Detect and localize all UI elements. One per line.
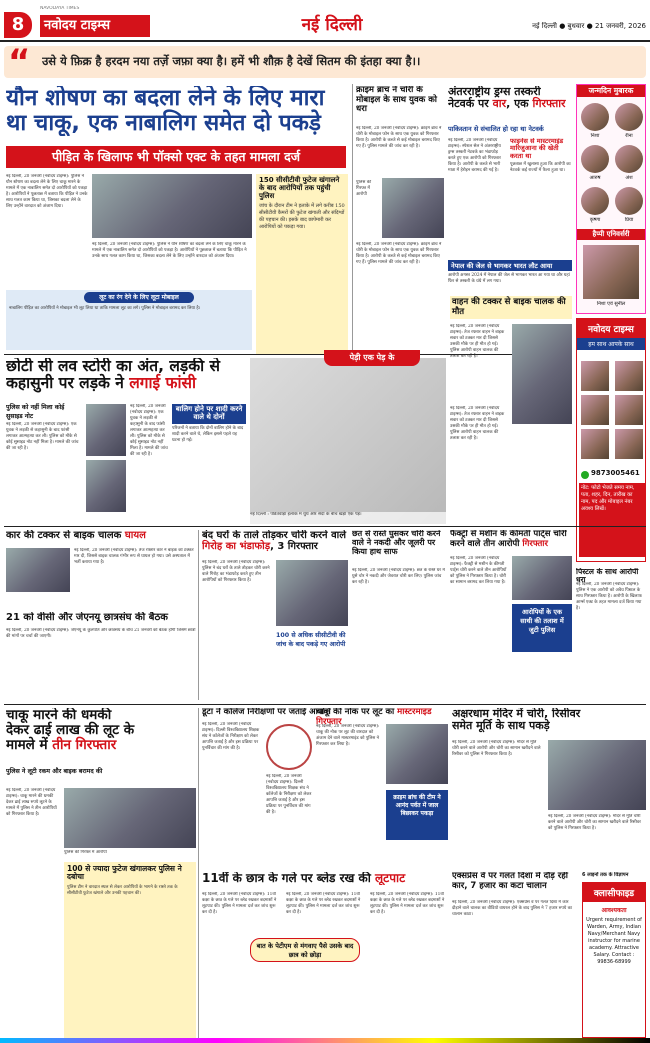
knife-loot-line3 xyxy=(6,738,196,753)
edition-title: नई दिल्ली xyxy=(301,15,363,35)
bottom-color-bar xyxy=(0,1038,650,1043)
mastermind-photo xyxy=(386,724,448,784)
accident1-photo xyxy=(512,324,572,424)
drugs-headline-b: वार xyxy=(492,97,507,111)
college-seal xyxy=(266,724,312,770)
locked-house-headline xyxy=(202,530,348,552)
locked-house-headline-c: , 3 गिरफ्तार xyxy=(270,541,318,553)
birthday-name-5: कृष्णा xyxy=(589,217,601,223)
car-bike-photo xyxy=(6,548,70,592)
student-body-3: नई दिल्ली, 20 जनवरी (नवोदय टाइम्स): 11वीं कक्षा के छात्र के गले पर ब्लेड रखकर बदमाशों ने लूटपाट की। पुलिस ने मामला दर्ज कर जांच शुरू कर दी है। xyxy=(370,892,445,915)
navodaya-ad-photo-2 xyxy=(615,361,643,391)
lead-headline xyxy=(6,86,351,136)
navodaya-ad-line: हम साथ आपके साथ xyxy=(577,338,645,350)
mastermind-headline-a: चाकू की नोक पर लूट का xyxy=(316,708,398,717)
knife-loot-line3-b: तीन गिरफ्तार xyxy=(52,737,117,754)
loot-box xyxy=(6,290,252,350)
classified-body: Urgent requirement of Warden, Army, Indian Navy/Merchant Navy instructor for marine academy. Attractive Salary. Contact : 99836-68999 xyxy=(586,917,642,965)
crime-branch-caption: पुलिस की गिरफ्त में आरोपी xyxy=(356,180,372,197)
factory-photo xyxy=(512,556,572,600)
accident1-headline: वाहन की टक्कर से बाइक चालक की मौत xyxy=(450,296,572,319)
loot-box-heading: लूट का रंग देने के लिए लूटा मोबाइल xyxy=(84,292,194,303)
love-story-body: नई दिल्ली, 20 जनवरी (नवोदय टाइम्स): एक युवक ने लड़की से कहासुनी के बाद फांसी लगाकर आत्महत्या कर ली। पुलिस को मौके से कोई सुसाइड नोट नहीं मिला है। मामले की जांच की जा रही है। xyxy=(6,422,79,451)
masthead xyxy=(0,0,650,42)
birthday-photo-1 xyxy=(581,103,609,131)
cctv-inset-body: जांच के दौरान टीम ने इलाके में लगे करीब 150 सीसीटीवी कैमरों की फुटेज खंगाली और संदिग्धों की पहचान की। इसके बाद छापेमारी कर आरोपियों को पकड़ा गया। xyxy=(259,203,345,231)
birthday-photo-5 xyxy=(581,187,609,215)
drugs-side-heading: फाइनेंस से मास्टरमाइंड मारिजुआना की खेती करता था xyxy=(510,138,564,160)
knife-loot-caption: पुलिस की गिरफ्त में आरोपी xyxy=(64,850,107,855)
birthday-name-2: रीना xyxy=(625,133,633,139)
factory-headline xyxy=(450,530,572,549)
anniversary-photo xyxy=(583,245,639,299)
love-story-box xyxy=(172,404,246,524)
lead-photo xyxy=(92,174,252,238)
classified-title: क्लासीफाइड xyxy=(583,883,645,902)
drugs-headline-c: , एक xyxy=(506,97,533,111)
student-headline xyxy=(202,872,448,885)
knife-loot-headline xyxy=(6,708,196,753)
anniversary-names: निशा एवं सुनील xyxy=(596,301,626,307)
student-callout: बात के पेटीएम से मंगवाए पैसे उसके बाद छात्र को छोड़ा xyxy=(250,938,360,962)
temple-photo xyxy=(548,740,646,810)
college-body-2: नई दिल्ली, 20 जनवरी (नवोदय टाइम्स): दिल्ली विश्वविद्यालय शिक्षक संघ ने कॉलेजों के निरीक्षण को लेकर आपत्ति जताई है और इस प्रक्रिया पर पुनर्विचार की मांग की है। xyxy=(266,774,312,815)
college-headline: डूटा ने कॉलेज निरीक्षणों पर जताई आपत्ति xyxy=(202,708,331,717)
rent-body: नई दिल्ली, 20 जनवरी (नवोदय टाइम्स): छत के रास्ते घर में घुसे चोर ने नकदी और जेवरात चोरी कर लिए। पुलिस जांच कर रही है। xyxy=(352,568,445,585)
drugs-headline xyxy=(448,86,568,111)
locked-house-photo xyxy=(276,560,348,626)
love-story-photo-2 xyxy=(86,460,126,512)
temple-headline-a: अक्षरधाम मंदिर में चोरी, रिसीवर xyxy=(452,708,581,720)
quote-banner xyxy=(4,46,646,78)
car-bike-headline-b: घायल xyxy=(124,530,146,541)
knife-loot-box-body: पुलिस टीम ने वारदात स्थल से लेकर आरोपियों के भागने के रास्ते तक के सीसीटीवी फुटेज खंगाले और उनकी पहचान की। xyxy=(67,884,178,896)
column-divider xyxy=(352,84,353,354)
rent-headline: छत से रास्ते घुसकर चोरी करने वाले ने नकदी और जूलरी पर किया हाथ साफ xyxy=(352,530,441,556)
birthday-name-1: निशा xyxy=(590,133,600,139)
navodaya-ad-photo-3 xyxy=(581,395,609,425)
factory-box: आरोपियों के एक साथी की तलाश में जुटी पुलिस xyxy=(512,604,572,652)
lead-body-col2: नई दिल्ली, 20 जनवरी (नवोदय टाइम्स): पुलिस ने यौन शोषण का बदला लेने के लिए चाकू मारने के मामले में एक नाबालिग समेत दो आरोपियों को पकड़ा है। आरोपियों ने पूछताछ में बताया कि पीड़ित ने उनके साथ गलत काम किया था, जिसका बदला लेने के लिए उन्होंने वारदात को अंजाम दिया। xyxy=(92,242,247,259)
mastermind-body: नई दिल्ली, 20 जनवरी (नवोदय टाइम्स): चाकू की नोक पर लूट की वारदात को अंजाम देने वाले मास्टरमाइंड को पुलिस ने गिरफ्तार कर लिया है। xyxy=(316,724,380,747)
mastermind-box: क्राइम ब्रांच की टीम ने आनंद पर्वत में जाल बिछाकर पकड़ा xyxy=(386,790,448,840)
quote-open-icon: “ xyxy=(8,46,31,78)
temple-headline xyxy=(452,708,646,733)
lead-strap: पीड़ित के खिलाफ भी पॉक्सो एक्ट के तहत मामला दर्ज xyxy=(6,146,346,168)
jnu-headline: 21 को वीसी और जेएनयू छात्रसंघ की बैठक xyxy=(6,612,168,623)
navodaya-ad-photo-4 xyxy=(615,395,643,425)
locked-house-sub: 100 से अधिक सीसीटीवी की जांच के बाद पकड़े गए आरोपी xyxy=(276,632,346,648)
accident1-body: नई दिल्ली, 20 जनवरी (नवोदय टाइम्स): तेज रफ्तार वाहन ने बाइक सवार को टक्कर मार दी जिससे उसकी मौके पर ही मौत हो गई। पुलिस आरोपी वाहन चालक की तलाश कर रही है। xyxy=(450,324,505,359)
factory-headline-b: गिरफ्तार xyxy=(522,538,548,549)
knife-loot-photo xyxy=(64,788,196,848)
cctv-inset xyxy=(256,174,348,354)
lead-headline-line2: था चाकू, एक नाबालिग समेत दो पकड़े xyxy=(6,110,321,137)
knife-loot-box xyxy=(64,862,196,1038)
birthday-photo-4 xyxy=(615,145,643,173)
brand-logo: नवोदय टाइम्स xyxy=(40,15,150,37)
cctv-inset-heading: 150 सीसीटीवी फुटेज खंगालने के बाद आरोपियों तक पहुंची पुलिस xyxy=(259,176,340,200)
student-body-2: नई दिल्ली, 20 जनवरी (नवोदय टाइम्स): 11वीं कक्षा के छात्र के गले पर ब्लेड रखकर बदमाशों ने लूटपाट की। पुलिस ने मामला दर्ज कर जांच शुरू कर दी है। xyxy=(286,892,361,915)
love-story-box-heading: बालिग होने पर शादी करने वाले थे दोनों xyxy=(172,404,246,424)
drugs-side-body: पूछताछ में खुलासा हुआ कि आरोपी का नेटवर्क कई राज्यों में फैला हुआ था। xyxy=(510,161,571,173)
section-rule-2 xyxy=(4,526,646,527)
navodaya-ad-brand: नवोदय टाइम्स xyxy=(577,319,645,338)
factory-body: नई दिल्ली, 20 जनवरी (नवोदय टाइम्स): फैक्ट्री से मशीन के कीमती पार्ट्स चोरी करने वाले तीन आरोपियों को पुलिस ने गिरफ्तार किया है। चोरी का सामान बरामद कर लिया गया है। xyxy=(450,556,507,585)
navodaya-ad-phone: 9873005461 xyxy=(591,469,640,477)
birthday-photo-2 xyxy=(615,103,643,131)
student-body: नई दिल्ली, 20 जनवरी (नवोदय टाइम्स): 11वीं कक्षा के छात्र के गले पर ब्लेड रखकर बदमाशों ने लूटपाट की। पुलिस ने मामला दर्ज कर जांच शुरू कर दी है। xyxy=(202,892,277,915)
love-story-line2-a: कहासुनी पर लड़के ने xyxy=(6,374,130,393)
pistol-body: नई दिल्ली, 20 जनवरी (नवोदय टाइम्स): पुलिस ने एक आरोपी को अवैध पिस्टल के साथ गिरफ्तार किया है। आरोपी के खिलाफ आर्म्स एक्ट के तहत मामला दर्ज किया गया है। xyxy=(576,582,642,611)
lead-headline-line1: यौन शोषण का बदला लेने के लिए मारा xyxy=(6,86,325,111)
column-divider-2 xyxy=(198,530,199,700)
classified-panel xyxy=(582,882,646,1038)
drugs-body: नई दिल्ली, 20 जनवरी (नवोदय टाइम्स): स्पेशल सेल ने अंतरराष्ट्रीय ड्रग्स तस्करी नेटवर्क का भंडाफोड़ करते हुए एक आरोपी को गिरफ्तार किया है। आरोपी के कब्जे से भारी मात्रा में हेरोइन बरामद की गई है। xyxy=(448,138,501,173)
crime-branch-photo xyxy=(382,178,444,238)
navodaya-ad-note: नोट: फोटो भेजते समय नाम, पता, शहर, दिन, तारीख का नाम, पद और मोबाइल नंबर अवश्य लिखें। xyxy=(579,483,645,557)
knife-loot-line2: देकर ढाई लाख की लूट के xyxy=(6,722,135,739)
tree-label: पेड़ी एक पेड़ के xyxy=(324,350,420,366)
jnu-body: नई दिल्ली, 20 जनवरी (नवोदय टाइम्स): जेएनयू के कुलपति और छात्रसंघ के बीच 21 जनवरी को बैठक होगी जिसमें छात्रों की मांगों पर चर्चा की जाएगी। xyxy=(6,628,196,639)
birthday-title: जन्मदिन मुबारक xyxy=(577,85,645,97)
crime-branch-body-2: नई दिल्ली, 20 जनवरी (नवोदय टाइम्स): क्राइम ब्रांच ने चोरी के मोबाइल फोन के साथ एक युवक को गिरफ्तार किया है। आरोपी के कब्जे से कई मोबाइल बरामद किए गए हैं। पुलिस मामले की जांच कर रही है। xyxy=(356,242,442,265)
brand-small: NAVODAYA TIMES xyxy=(40,6,80,11)
whatsapp-icon xyxy=(581,471,589,479)
section-rule-3 xyxy=(4,704,646,705)
love-story-body-2: नई दिल्ली, 20 जनवरी (नवोदय टाइम्स): एक युवक ने लड़की से कहासुनी के बाद फांसी लगाकर आत्महत्या कर ली। पुलिस को मौके से कोई सुसाइड नोट नहीं मिला है। मामले की जांच की जा रही है। xyxy=(130,404,168,457)
birthday-name-6: प्रिया xyxy=(624,217,634,223)
quote-text: उसे ये फ़िक्र है हरदम नया तर्ज़े जफ़ा क्या है। हमें भी शौक़ है देखें सितम की इंतहा क्या है।। xyxy=(42,54,421,68)
student-headline-b: लूटपाट xyxy=(375,872,406,885)
knife-loot-line1: चाकू मारने की धमकी xyxy=(6,708,112,723)
crime-branch-body: नई दिल्ली, 20 जनवरी (नवोदय टाइम्स): क्राइम ब्रांच ने चोरी के मोबाइल फोन के साथ एक युवक को गिरफ्तार किया है। आरोपी के कब्जे से कई मोबाइल बरामद किए गए हैं। पुलिस मामले की जांच कर रही है। xyxy=(356,126,442,149)
locked-house-headline-b: गिरोह का भंडाफोड़ xyxy=(202,541,271,553)
knife-loot-sub: पुलिस ने लूटी रकम और बाइक बरामद की xyxy=(6,768,103,775)
lead-body-col1: नई दिल्ली, 20 जनवरी (नवोदय टाइम्स): पुलिस ने यौन शोषण का बदला लेने के लिए चाकू मारने के मामले में एक नाबालिग समेत दो आरोपियों को पकड़ा है। आरोपियों ने पूछताछ में बताया कि पीड़ित ने उनके साथ गलत काम किया था, जिसका बदला लेने के लिए उन्होंने वारदात को अंजाम दिया। xyxy=(6,174,88,209)
car-bike-body: नई दिल्ली, 20 जनवरी (नवोदय टाइम्स): तेज रफ्तार कार ने बाइक को टक्कर मार दी, जिससे बाइक चालक गंभीर रूप से घायल हो गया। उसे अस्पताल में भर्ती कराया गया है। xyxy=(74,548,194,565)
car-bike-headline xyxy=(6,530,196,541)
dateline: नई दिल्ली ● बुधवार ● 21 जनवरी, 2026 xyxy=(532,22,646,30)
love-story-line2-b: लगाई फांसी xyxy=(129,374,196,393)
express-headline: एक्सप्रेस वे पर गलत दिशा में दौड़ रही कार, 7 हजार का कटा चालान xyxy=(452,872,568,891)
page-number: 8 xyxy=(4,12,32,38)
tree-caption: नई दिल्ली : पंडितवाड़ा इलाके में धुंध और सर्दी के बीच खड़ा एक पेड़। xyxy=(250,512,446,524)
anniversary-title: हैप्पी एनिवर्सरी xyxy=(577,229,645,240)
birthday-panel xyxy=(576,84,646,314)
drugs-side xyxy=(510,138,572,258)
navodaya-ad-photo-1 xyxy=(581,361,609,391)
love-story-box-body: परिजनों ने बताया कि दोनों बालिग होने के बाद शादी करने वाले थे, लेकिन इससे पहले यह घटना हो गई। xyxy=(172,425,244,443)
pistol-headline: पिस्टल के साथ आरोपी धरा xyxy=(576,568,639,585)
birthday-name-4: अंश xyxy=(625,175,633,181)
drugs-strap: पाकिस्तान से संचालित हो रहा था नेटवर्क xyxy=(448,125,544,133)
birthday-photo-3 xyxy=(581,145,609,173)
love-story-sub: पुलिस को नहीं मिला कोई सुसाइड नोट xyxy=(6,404,65,420)
column-divider-3 xyxy=(198,708,199,1038)
drugs-bottom-body: आरोपी अगस्त 2024 में नेपाल की जेल से भागकर भारत आ गया था और यहां फिर से तस्करी के धंधे में लग गया। xyxy=(448,273,570,284)
tree-photo xyxy=(250,358,446,524)
accident1-body-2: नई दिल्ली, 20 जनवरी (नवोदय टाइम्स): तेज रफ्तार वाहन ने बाइक सवार को टक्कर मार दी जिससे उसकी मौके पर ही मौत हो गई। पुलिस आरोपी वाहन चालक की तलाश कर रही है। xyxy=(450,406,505,441)
temple-headline-b: समेत मूर्ति के साथ पकड़े xyxy=(452,719,550,733)
birthday-photo-6 xyxy=(615,187,643,215)
knife-loot-body: नई दिल्ली, 20 जनवरी (नवोदय टाइम्स): चाकू मारने की धमकी देकर ढाई लाख रुपये लूटने के मामले में पुलिस ने तीन आरोपियों को गिरफ्तार किया है। xyxy=(6,788,57,817)
crime-branch-headline: क्राइम ब्रांच ने चोरी के मोबाइल के साथ युवक को धरा xyxy=(356,86,437,115)
love-story-photo-1 xyxy=(86,404,126,456)
drugs-headline-a: अंतरराष्ट्रीय ड्रग्स तस्करी नेटवर्क पर xyxy=(448,86,541,111)
locked-house-headline-a: बंद घरों के ताले तोड़कर चोरी करने वाले xyxy=(202,530,347,541)
drugs-bottom-heading: नेपाल की जेल से भागकर भारत लौट आया xyxy=(448,260,572,271)
birthday-name-3: आरुष xyxy=(589,175,601,181)
student-headline-a: 11वीं के छात्र के गले पर ब्लेड रख की xyxy=(202,872,376,885)
navodaya-ad-photo-5 xyxy=(581,429,609,459)
navodaya-ad-photo-6 xyxy=(615,429,643,459)
drugs-headline-d: गिरफ्तार xyxy=(532,97,566,111)
temple-body-2: नई दिल्ली, 20 जनवरी (नवोदय टाइम्स): मंदिर से मूर्ति चोरी करने वाले आरोपी और चोरी का सामान खरीदने वाले रिसीवर को पुलिस ने गिरफ्तार किया है। xyxy=(548,814,641,831)
love-story-line1: छोटी सी लव स्टोरी का अंत, लड़की से xyxy=(6,358,220,375)
knife-loot-box-heading: 100 से ज्यादा फुटेज खंगालकर पुलिस ने दबोचा xyxy=(67,864,182,882)
knife-loot-line3-a: मामले में xyxy=(6,737,53,754)
loot-box-body: नाबालिग पीड़ित का आरोपियों ने मोबाइल भी लूट लिया था ताकि मामला लूट का लगे। पुलिस ने मोबाइल बरामद कर लिया है। xyxy=(9,306,201,311)
locked-house-body: नई दिल्ली, 20 जनवरी (नवोदय टाइम्स): पुलिस ने बंद घरों के ताले तोड़कर चोरी करने वाले गिरोह का भंडाफोड़ करते हुए तीन आरोपियों को गिरफ्तार किया है। xyxy=(202,560,270,583)
express-body: नई दिल्ली, 20 जनवरी (नवोदय टाइम्स): एक्सप्रेस वे पर गलत दिशा में कार दौड़ाने वाले चालक का वीडियो वायरल होने के बाद पुलिस ने 7 हजार रुपये का चालान काटा। xyxy=(452,900,573,917)
college-body: नई दिल्ली, 20 जनवरी (नवोदय टाइम्स): दिल्ली विश्वविद्यालय शिक्षक संघ ने कॉलेजों के निरीक्षण को लेकर आपत्ति जताई है और इस प्रक्रिया पर पुनर्विचार की मांग की है। xyxy=(202,722,260,751)
mastermind-headline-b: मास्टरमाइंड गिरफ्तार xyxy=(316,708,432,727)
car-bike-headline-a: कार की टक्कर से बाइक चालक xyxy=(6,530,125,541)
classified-note: 6 लाइनों तक के विज्ञापन xyxy=(582,872,629,878)
classified-sub: आवश्यकता xyxy=(601,907,627,914)
factory-headline-a: फैक्ट्री से मशीन के कीमती पार्ट्स चोरी करने वाले तीन आरोपी xyxy=(450,530,567,549)
temple-body: नई दिल्ली, 20 जनवरी (नवोदय टाइम्स): मंदिर से मूर्ति चोरी करने वाले आरोपी और चोरी का सामान खरीदने वाले रिसीवर को पुलिस ने गिरफ्तार किया है। xyxy=(452,740,541,757)
